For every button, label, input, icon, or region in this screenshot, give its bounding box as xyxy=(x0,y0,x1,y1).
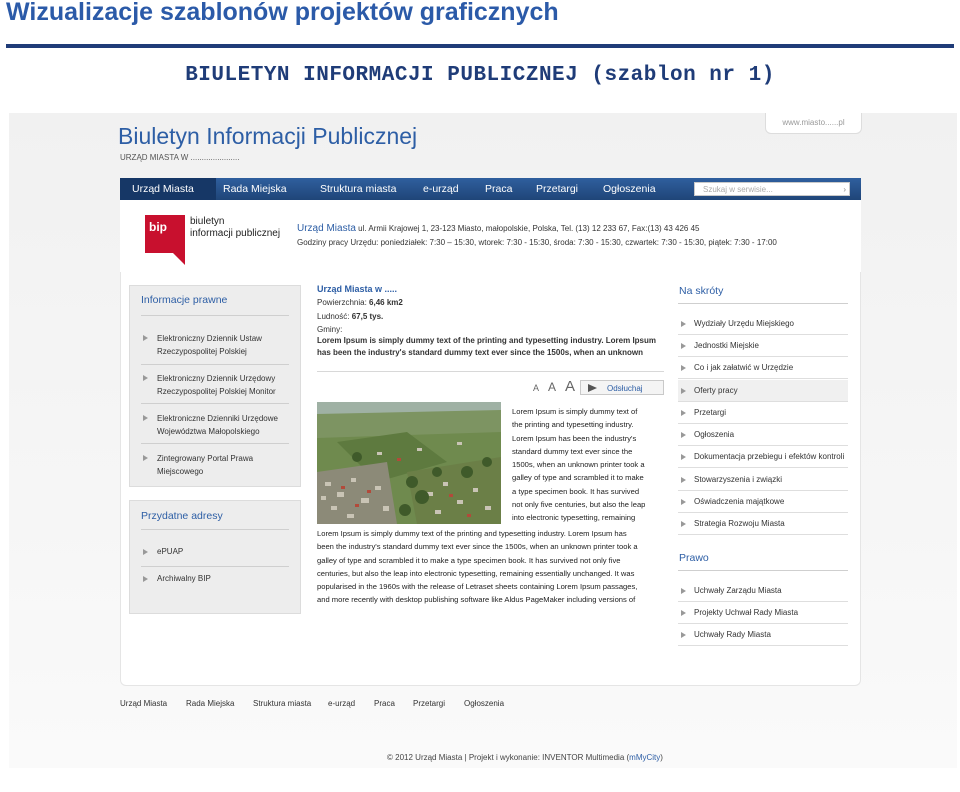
font-size-small-button[interactable]: A xyxy=(533,383,540,393)
site-subtitle: URZĄD MIASTA W ...................... xyxy=(120,153,240,162)
search-arrow-icon[interactable]: › xyxy=(843,185,846,194)
office-name: Urząd Miasta xyxy=(297,223,356,234)
text-line: centuries, but also the leap into electronic typesetting, remaining essentially unchanged. It was xyxy=(317,568,635,578)
arrow-icon xyxy=(681,499,686,505)
search-input[interactable] xyxy=(694,182,850,196)
footer-nav-przetargi[interactable]: Przetargi xyxy=(413,699,446,708)
nav-rada-miejska[interactable]: Rada Miejska xyxy=(223,183,287,195)
slide-title: Wizualizacje szablonów projektów graficznych xyxy=(6,0,559,26)
shortcut-label: Co i jak załatwić w Urzędzie xyxy=(694,363,794,372)
shortcut-label: Wydziały Urzędu Miejskiego xyxy=(694,319,794,328)
font-size-large-button[interactable]: A xyxy=(565,378,576,395)
arrow-icon xyxy=(681,410,686,416)
listen-label: Odsłuchaj xyxy=(607,384,643,393)
nav-struktura-miasta[interactable]: Struktura miasta xyxy=(320,183,397,195)
footer-nav-ogloszenia[interactable]: Ogłoszenia xyxy=(464,699,505,708)
gmina-label: Gminy: xyxy=(317,325,343,334)
area-label: Powierzchnia: xyxy=(317,298,367,307)
office-hours: Godziny pracy Urzędu: poniedziałek: 7:30 – 15:30, wtorek: 7:30 - 15:30, środa: 7:30 - 15:30, czwartek: 7:30 - 15:30, piątek: 7:30 - 17:00 xyxy=(297,238,777,247)
shortcut-stowarzyszenia[interactable] xyxy=(678,469,848,491)
divider xyxy=(678,570,848,571)
divider xyxy=(141,364,289,365)
play-icon xyxy=(588,384,597,392)
divider xyxy=(141,443,289,444)
link-line: Elektroniczny Dziennik Ustaw xyxy=(157,334,262,343)
arrow-icon xyxy=(681,343,686,349)
shortcuts-title: Na skróty xyxy=(679,285,724,297)
footer-nav-praca[interactable]: Praca xyxy=(374,699,395,708)
law-label: Uchwały Zarządu Miasta xyxy=(694,586,782,595)
nav-urzad-miasta[interactable]: Urząd Miasta xyxy=(120,178,216,200)
arrow-icon xyxy=(681,588,686,594)
shortcut-strategia[interactable] xyxy=(678,513,848,535)
shortcut-label: Strategia Rozwoju Miasta xyxy=(694,519,785,528)
text-line: and more recently with desktop publishing software like Aldus PageMaker including versions of xyxy=(317,595,636,605)
font-size-medium-button[interactable]: A xyxy=(548,380,557,394)
address-text: ul. Armii Krajowej 1, 23-123 Miasto, małopolskie, Polska, Tel. (13) 12 233 67, Fax:(13) 43 426 45 xyxy=(358,224,700,233)
link-line: Miejscowego xyxy=(157,467,204,476)
divider xyxy=(141,529,289,530)
text-line: galley of type and scrambled it to make a type specimen book. It has survived not only five xyxy=(317,555,621,565)
title-rule xyxy=(6,44,954,48)
law-title: Prawo xyxy=(679,552,709,564)
copyright-text: © 2012 Urząd Miasta | Projekt i wykonanie: INVENTOR Multimedia ( xyxy=(387,753,630,762)
text-line: into electronic typesetting, remaining xyxy=(512,513,636,523)
link-line: Elektroniczne Dzienniki Urzędowe xyxy=(157,414,278,423)
body-text xyxy=(317,527,667,607)
footer-nav-e-urzad[interactable]: e-urząd xyxy=(328,699,356,708)
legal-link-dziennik-ustaw[interactable] xyxy=(157,332,262,358)
link-line: Rzeczypospolitej Polskiej xyxy=(157,347,247,356)
bip-logo-icon[interactable] xyxy=(145,215,185,265)
text-line: a type specimen book. It has survived xyxy=(512,486,640,496)
shortcut-label: Oferty pracy xyxy=(694,386,738,395)
nav-ogloszenia[interactable]: Ogłoszenia xyxy=(603,183,656,195)
footer-nav-urzad-miasta[interactable]: Urząd Miasta xyxy=(120,699,168,708)
text-line: been the industry's standard dummy text ever since the 1500s, when an unknown printer took a xyxy=(317,542,638,552)
divider xyxy=(141,566,289,567)
shortcut-ogloszenia[interactable] xyxy=(678,424,848,446)
site-url-tab[interactable]: www.miasto......pl xyxy=(765,113,862,134)
text-line: 1500s, when an unknown printer took a xyxy=(512,460,645,470)
bip-logo-text xyxy=(190,216,280,240)
divider xyxy=(141,403,289,404)
arrow-icon xyxy=(681,610,686,616)
intro-line-1: Lorem Ipsum is simply dummy text of the printing and typesetting industry. Lorem Ipsum xyxy=(317,336,657,345)
nav-praca[interactable]: Praca xyxy=(485,183,513,195)
mycity-link[interactable]: mMyCity xyxy=(629,753,661,762)
search-placeholder: Szukaj w serwisie... xyxy=(703,185,773,194)
arrow-icon xyxy=(143,335,148,341)
shortcut-label: Ogłoszenia xyxy=(694,430,735,439)
area-info xyxy=(317,298,403,307)
shortcut-oferty-pracy[interactable] xyxy=(678,380,848,402)
divider xyxy=(678,303,848,304)
population-info xyxy=(317,312,383,321)
link-epuap[interactable]: ePUAP xyxy=(157,547,184,556)
office-address xyxy=(297,223,700,234)
site-title: Biuletyn Informacji Publicznej xyxy=(118,123,418,149)
area-value: 6,46 km2 xyxy=(369,298,403,307)
legal-link-malopolska[interactable] xyxy=(157,412,278,438)
city-aerial-photo xyxy=(317,402,501,524)
shortcut-label: Stowarzyszenia i związki xyxy=(694,475,783,484)
bip-logo-label: bip xyxy=(149,220,167,234)
text-line: not only five centuries, but also the leap xyxy=(512,500,646,510)
divider xyxy=(317,371,664,372)
slide-subtitle: BIULETYN INFORMACJI PUBLICZNEJ (szablon nr 1) xyxy=(185,64,775,87)
legal-link-portal-prawa[interactable] xyxy=(157,452,253,478)
shortcut-label: Oświadczenia majątkowe xyxy=(694,497,785,506)
useful-addresses-title: Przydatne adresy xyxy=(141,510,223,522)
text-line: Lorem Ipsum has been the industry's xyxy=(512,433,637,443)
bip-line1: biuletyn xyxy=(190,216,225,227)
law-uchwaly-zarzadu[interactable] xyxy=(678,580,848,602)
nav-przetargi[interactable]: Przetargi xyxy=(536,183,579,195)
population-label: Ludność: xyxy=(317,312,350,321)
arrow-icon xyxy=(143,375,148,381)
shortcut-label: Dokumentacja przebiegu i efektów kontroli xyxy=(694,452,845,461)
divider xyxy=(141,315,289,316)
shortcut-label: Przetargi xyxy=(694,408,727,417)
arrow-icon xyxy=(143,549,148,555)
arrow-icon xyxy=(681,432,686,438)
arrow-icon xyxy=(681,632,686,638)
arrow-icon xyxy=(681,365,686,371)
shortcut-dokumentacja[interactable] xyxy=(678,446,848,468)
law-label: Projekty Uchwał Rady Miasta xyxy=(694,608,799,617)
intro-line-2: has been the industry's standard dummy text ever since the 1500s, when an unknown xyxy=(317,348,643,357)
shortcut-label: Jednostki Miejskie xyxy=(694,341,759,350)
law-label: Uchwały Rady Miasta xyxy=(694,630,771,639)
text-line: popularised in the 1960s with the release of Letraset sheets containing Lorem Ipsum passages, xyxy=(317,582,638,592)
arrow-icon xyxy=(681,388,686,394)
side-text xyxy=(512,405,662,525)
shortcut-oswiadczenia[interactable] xyxy=(678,491,848,513)
arrow-icon xyxy=(143,415,148,421)
law-projekty-uchwal[interactable] xyxy=(678,602,848,624)
link-line: Rzeczypospolitej Polskiej Monitor xyxy=(157,387,276,396)
link-line: Elektroniczny Dziennik Urzędowy xyxy=(157,374,276,383)
copyright-close: ) xyxy=(660,753,663,762)
legal-info-title: Informacje prawne xyxy=(141,294,228,306)
arrow-icon xyxy=(681,321,686,327)
population-value: 67,5 tys. xyxy=(351,312,384,321)
law-uchwaly-rady[interactable] xyxy=(678,624,848,646)
shortcut-wydzialy[interactable] xyxy=(678,313,848,335)
legal-link-monitor[interactable] xyxy=(157,372,276,398)
link-line: Zintegrowany Portal Prawa xyxy=(157,454,254,463)
arrow-icon xyxy=(681,477,686,483)
shortcut-jednostki[interactable] xyxy=(678,335,848,357)
nav-e-urzad[interactable]: e-urząd xyxy=(423,183,459,195)
arrow-icon xyxy=(681,454,686,460)
arrow-icon xyxy=(143,576,148,582)
text-line: Lorem Ipsum is simply dummy text of the printing and typesetting industry. Lorem Ipsum has xyxy=(317,529,627,538)
footer-copyright xyxy=(0,753,960,762)
link-line: Województwa Małopolskiego xyxy=(157,427,260,436)
listen-button[interactable] xyxy=(580,380,664,395)
text-line: the printing and typesetting industry. xyxy=(512,420,634,430)
footer-nav-struktura-miasta[interactable]: Struktura miasta xyxy=(253,699,312,708)
bip-line2: informacji publicznej xyxy=(190,228,281,239)
arrow-icon xyxy=(681,521,686,527)
footer-nav-rada-miejska[interactable]: Rada Miejska xyxy=(186,699,235,708)
text-line: standard dummy text ever since the xyxy=(512,446,633,456)
arrow-icon xyxy=(143,455,148,461)
text-line: galley of type and scrambled it to make xyxy=(512,473,644,483)
shortcut-co-i-jak[interactable] xyxy=(678,357,848,379)
link-archiwalny-bip[interactable]: Archiwalny BIP xyxy=(157,574,211,583)
article-title: Urząd Miasta w ..... xyxy=(317,284,398,294)
text-line: Lorem Ipsum is simply dummy text of xyxy=(512,407,638,416)
shortcut-przetargi[interactable] xyxy=(678,402,848,424)
